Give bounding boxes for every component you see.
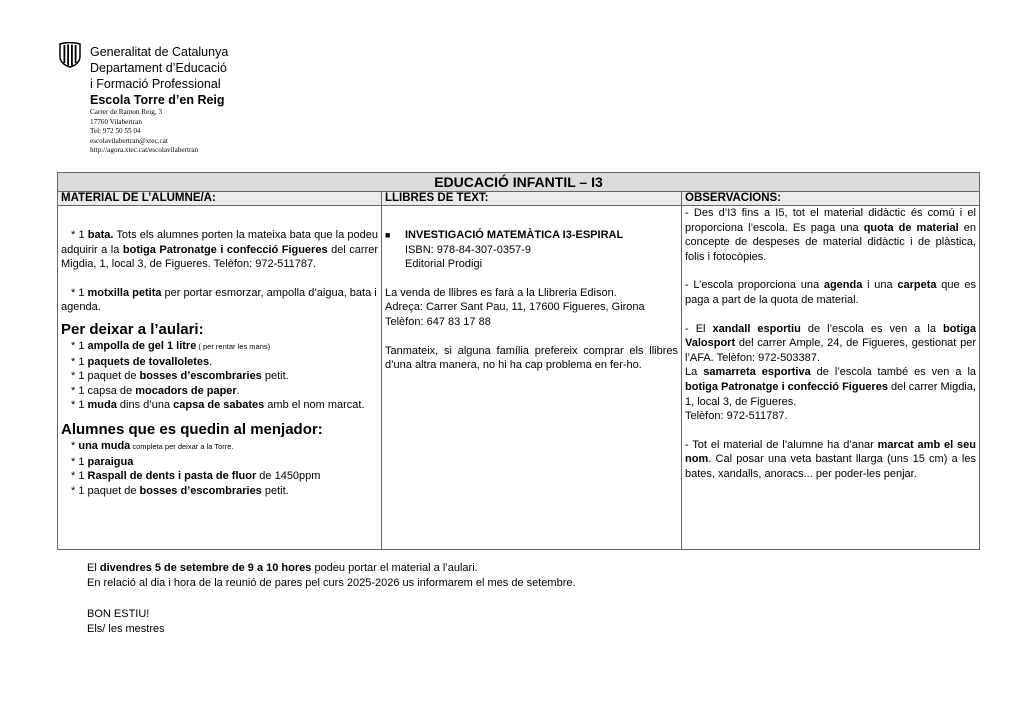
column-header-observacions: OBSERVACIONS: [682,192,980,206]
table-title: EDUCACIÓ INFANTIL – I3 [58,173,980,192]
observation-phone: Telèfon: 972-511787. [685,410,788,423]
observation: - L’escola proporciona una agenda i una carpeta que es paga a part de la quota de material. [685,279,976,306]
list-item: * 1 paquet de bosses d’escombraries petit. [71,370,289,383]
book-isbn: ISBN: 978-84-307-0357-9 [405,243,531,256]
material-cell [58,206,382,550]
observation: La samarreta esportiva de l’escola també es ven a la botiga Patronatge i confecció Figueres del carrer Migdia, 1, local 3, de Figueres. [685,366,977,408]
school-name: Escola Torre d’en Reig [90,93,225,107]
list-item: * 1 Raspall de dents i pasta de fluor de 1450ppm [71,470,321,483]
list-item: * 1 paquets de tovalloletes. [71,355,213,368]
book-title: INVESTIGACIÓ MATEMÀTICA I3-ESPIRAL [405,229,624,241]
organization-name: Generalitat de Catalunya Departament d’Educació i Formació Professional Escola Torre d’en Reig [90,45,229,107]
materials-table [57,172,980,550]
alternative-text: Tanmateix, si alguna família prefereix comprar els llibres d’una altra manera, no hi ha cap problema en fer-ho. [385,344,678,372]
footer-signature: Els/ les mestres [87,623,165,636]
observation: - El xandall esportiu de l’escola es ven a la botiga Valosport del carrer Ample, 24, de Figueres, gestionat per l’AFA. Telèfon: 972-503387. [685,322,976,364]
aulari-heading: Per deixar a l’aulari: [61,320,204,338]
list-item: * 1 paquet de bosses d’escombraries petit. [71,484,289,497]
generalitat-logo-icon [58,42,82,68]
bookshop-phone: Telèfon: 647 83 17 88 [385,315,491,328]
footer-line: En relació al dia i hora de la reunió de pares pel curs 2025-2026 us informarem el mes de setembre. [87,577,576,590]
list-item: * 1 ampolla de gel 1 litre ( per rentar les mans) [71,339,271,352]
column-header-material: MATERIAL DE L’ALUMNE/A: [58,192,382,206]
list-item: * una muda completa per deixar a la Torre. [71,439,234,452]
footer-greeting: BON ESTIU! [87,607,150,620]
observation: - Des d’I3 fins a I5, tot el material didàctic és comú i el proporciona l’escola. Es paga una quota de material en concepte de despeses de material didàctic i de plàstica, folis i fotocòpies. [685,207,977,263]
book-entry [385,228,678,272]
list-item: * 1 paraigua [71,455,134,468]
sale-text: La venda de llibres es farà a la Llibreria Edison. [385,286,617,299]
bookshop-address: Adreça: Carrer Sant Pau, 11, 17600 Figueres, Girona [385,301,645,314]
column-header-llibres: LLIBRES DE TEXT: [382,192,682,206]
observation: - Tot el material de l’alumne ha d’anar marcat amb el seu nom. Cal posar una veta bastant llarga (uns 15 cm) a les bates, xandalls, anoracs... per poder-les penjar. [685,438,976,480]
observacions-cell [682,206,980,550]
footer-notes [87,561,576,638]
item-motxilla: * 1 motxilla petita per portar esmorzar, ampolla d’aigua, bata i agenda. [61,286,377,314]
list-item: * 1 muda dins d’una capsa de sabates amb el nom marcat. [71,399,365,412]
menjador-heading: Alumnes que es quedin al menjador: [61,420,323,438]
book-publisher: Editorial Prodigi [405,258,483,271]
footer-line: El divendres 5 de setembre de 9 a 10 hores podeu portar el material a l’aulari. [87,562,478,574]
list-item: * 1 capsa de mocadors de paper. [71,384,240,397]
school-address: Carrer de Ramon Reig, 3 17760 Vilabertran Tel: 972 50 55 04 escolavilabertran@xtec.cat http://agora.xtec.cat/escolavilabertran [90,108,199,155]
llibres-cell [382,206,682,550]
bullet-icon: ■ [385,230,391,240]
item-bata: * 1 bata. Tots els alumnes porten la mateixa bata que la podeu adquirir a la botiga Patronatge i confecció Figueres del carrer Migdia, 1, local 3, de Figueres. Telèfon: 972-511787. [61,229,379,271]
